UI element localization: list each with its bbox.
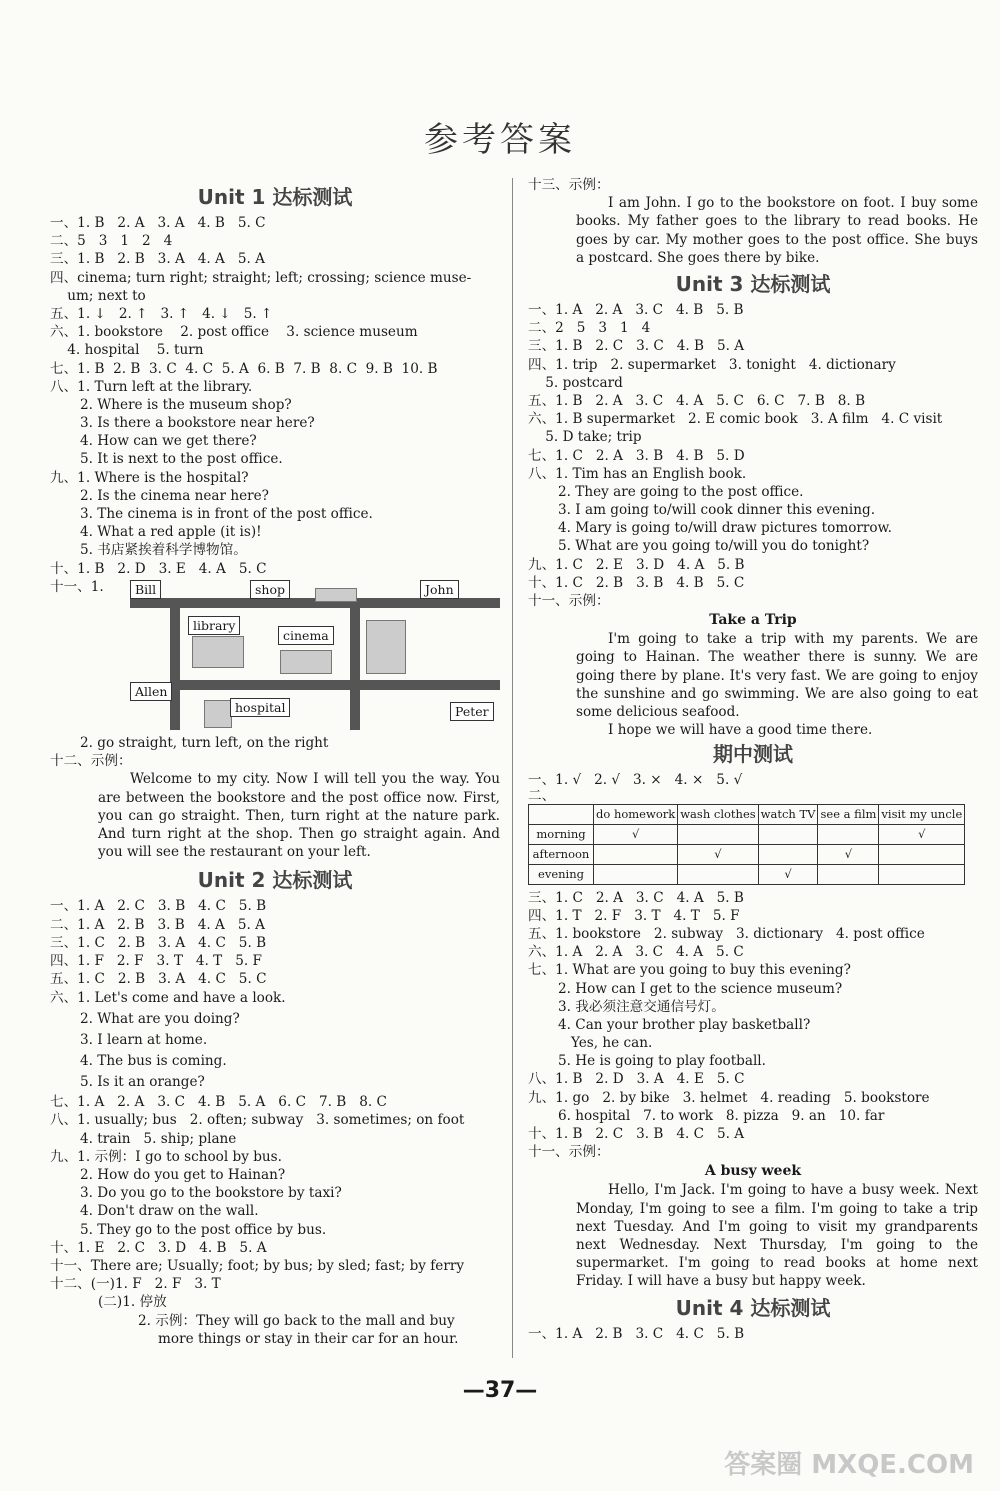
essay-paragraph [528, 1181, 978, 1290]
answer-line: 三、1. B 2. C 3. C 4. B 5. A [528, 338, 745, 355]
map-label-cinema: cinema [278, 626, 334, 645]
answer-line: 八、1. Tim has an English book. [528, 465, 747, 482]
answer-line: 九、1. go 2. by bike 3. helmet 4. reading 5. bookstore [528, 1089, 930, 1106]
answer-line: 一、1. B 2. A 3. A 4. B 5. C [50, 215, 266, 231]
map-building [366, 620, 406, 674]
unit1-title: Unit 1 达标测试 [197, 185, 353, 209]
table-header: see a film [818, 804, 879, 824]
answer-line: 二、2 5 3 1 4 [528, 320, 651, 337]
answer-line: 3. I am going to/will cook dinner this evening. [558, 502, 876, 519]
row-label: evening [529, 864, 594, 884]
answer-line: 3. 我必须注意交通信号灯。 [558, 998, 725, 1015]
essay-text: I am John. I go to the bookstore on foot. I buy some books. My father goes to the library to read books. He goes by car. My mother goes to the post office. She buys a postcard. She goes there by bike. [576, 195, 978, 266]
table-cell: √ [758, 864, 818, 884]
table-cell: √ [879, 824, 965, 844]
essay-paragraph [528, 721, 978, 739]
answer-line: 二、5 3 1 2 4 [50, 233, 173, 250]
table-cell: √ [818, 844, 879, 864]
answer-line: 三、1. B 2. B 3. A 4. A 5. A [50, 251, 265, 268]
map-label-shop: shop [250, 580, 290, 599]
answer-line: 2. How can I get to the science museum? [558, 980, 843, 997]
map-road [350, 598, 360, 730]
answer-line: 七、1. B 2. B 3. C 4. C 5. A 6. B 7. B 8. C 9. B 10. B [50, 360, 438, 377]
answer-line: 十、1. B 2. D 3. E 4. A 5. C [50, 560, 267, 577]
table-cell [678, 864, 758, 884]
answer-line: 3. Do you go to the bookstore by taxi? [80, 1185, 342, 1202]
answer-line: 四、1. F 2. F 3. T 4. T 5. F [50, 952, 262, 969]
table-cell [594, 864, 678, 884]
map-label-hospital: hospital [230, 698, 290, 717]
answer-line: 七、1. C 2. A 3. B 4. B 5. D [528, 447, 745, 464]
map-label-peter: Peter [450, 702, 494, 721]
answer-line: 2. Where is the museum shop? [80, 396, 292, 413]
map-label-library: library [188, 616, 240, 635]
watermark: 答案圈 MXQE.COM [724, 1450, 974, 1480]
unit1-answers [50, 214, 500, 596]
answer-line: 4. train 5. ship; plane [80, 1130, 237, 1147]
answer-line: (二)1. 停放 [98, 1294, 167, 1311]
answer-line: 八、1. usually; bus 2. often; subway 3. sometimes; on foot [50, 1112, 465, 1129]
essay-paragraph [50, 770, 500, 861]
answer-line: 十一、There are; Usually; foot; by bus; by sled; fast; by ferry [50, 1257, 465, 1274]
answer-line: 三、1. C 2. A 3. C 4. A 5. B [528, 889, 744, 906]
answer-line: 5. It is next to the post office. [80, 451, 283, 468]
answer-line: 5. They go to the post office by bus. [80, 1221, 327, 1238]
answer-line: 四、1. trip 2. supermarket 3. tonight 4. dictionary [528, 356, 896, 373]
answer-line: 十、1. B 2. C 3. B 4. C 5. A [528, 1126, 745, 1143]
table-header: do homework [594, 804, 678, 824]
answer-line: 十一、1. [50, 578, 104, 595]
answer-line: 十、1. C 2. B 3. B 4. B 5. C [528, 574, 745, 591]
schedule-table [528, 804, 965, 885]
answer-line: 4. The bus is coming. [80, 1053, 227, 1070]
answer-line: 2. What are you doing? [80, 1011, 240, 1028]
map-label-john: John [420, 580, 459, 599]
answer-line: 4. hospital 5. turn [50, 342, 204, 359]
answer-line: 6. hospital 7. to work 8. pizza 9. an 10. far [558, 1107, 885, 1124]
answer-line: 5. He is going to play football. [558, 1053, 766, 1070]
table-cell [879, 844, 965, 864]
map-road [170, 598, 180, 730]
row-label: afternoon [529, 844, 594, 864]
answer-line: 5. D take; trip [528, 429, 642, 446]
table-corner-cell [529, 804, 594, 824]
answer-line: 5. 书店紧挨着科学博物馆。 [80, 542, 247, 559]
map-building [280, 650, 332, 674]
table-cell: √ [594, 824, 678, 844]
table-cell [818, 824, 879, 844]
essay-title: A busy week [704, 1163, 802, 1180]
table-cell: √ [678, 844, 758, 864]
answer-line: 一、1. A 2. C 3. B 4. C 5. B [50, 898, 267, 915]
midterm-answers [528, 771, 978, 1290]
answer-line: 4. What a red apple (it is)! [80, 524, 262, 541]
route-map [130, 580, 510, 730]
column-divider [512, 178, 513, 1358]
table-cell [758, 844, 818, 864]
map-label-bill: Bill [130, 580, 161, 599]
answer-line: um; next to [50, 287, 146, 304]
answer-line: 六、1. Let's come and have a look. [50, 990, 286, 1007]
answer-line: 一、1. A 2. B 3. C 4. C 5. B [528, 1325, 745, 1342]
unit3-title: Unit 3 达标测试 [675, 272, 831, 296]
map-building [204, 700, 232, 728]
answer-line: 二、1. A 2. B 3. B 4. A 5. A [50, 916, 265, 933]
answer-line: Yes, he can. [558, 1035, 653, 1052]
map-building [192, 636, 244, 668]
answer-line: 2. 示例：They will go back to the mall and buy [138, 1312, 455, 1329]
essay-text: Welcome to my city. Now I will tell you the way. You are between the bookstore and the post office now. First, you can go straight. Then, turn right at the nature park. And turn right at the shop. Then go straight again. And you will see the restaurant on your left. [98, 771, 500, 861]
essay-title: Take a Trip [709, 612, 797, 629]
table-row [529, 864, 965, 884]
answer-line: 七、1. A 2. A 3. C 4. B 5. A 6. C 7. B 8. C [50, 1094, 387, 1111]
answer-line: 2. go straight, turn left, on the right [80, 734, 329, 751]
table-cell [758, 824, 818, 844]
answer-line: 五、1. C 2. B 3. A 4. C 5. C [50, 971, 267, 988]
row-label: morning [529, 824, 594, 844]
page-title: 参考答案 [424, 120, 576, 160]
unit2-title: Unit 2 达标测试 [197, 868, 353, 893]
answer-line: 3. The cinema is in front of the post office. [80, 506, 373, 522]
answer-line: 二、 [528, 787, 556, 804]
table-cell [879, 864, 965, 884]
answer-line: 十三、示例： [528, 177, 610, 193]
answer-line: 五、1. ↓ 2. ↑ 3. ↑ 4. ↓ 5. ↑ [50, 305, 273, 322]
answer-line: 5. Is it an orange? [80, 1074, 205, 1091]
essay-paragraph [528, 194, 978, 267]
answer-line: 七、1. What are you going to buy this evening? [528, 962, 851, 979]
essay-text: I'm going to take a trip with my parents. We are going to Hainan. The weather there is sunny. We are going there by plane. It's very fast. We are going to enjoy the sunshine and go swimming. We are also going to eat some delicious seafood. [576, 631, 978, 720]
answer-line: 一、1. √ 2. √ 3. × 4. × 5. √ [528, 772, 743, 789]
table-row [529, 844, 965, 864]
answer-line: 4. Can your brother play basketball? [558, 1016, 811, 1033]
answer-line: 十、1. E 2. C 3. D 4. B 5. A [50, 1239, 267, 1256]
unit3-answers [528, 301, 978, 739]
answer-line: 2. Is the cinema near here? [80, 487, 269, 504]
right-column [528, 176, 978, 1343]
essay-text: Hello, I'm Jack. I'm going to have a busy week. Next Monday, I'm going to see a film. I'm going to take a trip next Tuesday. And I'm going to visit my grandparents next Wednesday. Next Thursday, I'm going to the supermarket. I'm going to read books at home next Friday. I will have a busy but happy week. [576, 1182, 978, 1290]
left-column [50, 182, 500, 1348]
answer-line: 2. How do you get to Hainan? [80, 1167, 286, 1184]
unit4-title: Unit 4 达标测试 [675, 1295, 831, 1320]
answer-line: 4. Mary is going to/will draw pictures tomorrow. [558, 520, 892, 537]
answer-line: 十一、示例： [528, 1144, 610, 1161]
table-header: watch TV [758, 804, 818, 824]
answer-line: 5. What are you going to/will you do tonight? [558, 538, 870, 555]
table-cell [818, 864, 879, 884]
answer-line: 五、1. bookstore 2. subway 3. dictionary 4. post office [528, 925, 925, 942]
answer-line: 十二、示例： [50, 753, 132, 770]
answer-line: 十一、示例： [528, 593, 610, 609]
answer-line: 4. Don't draw on the wall. [80, 1203, 259, 1220]
answer-line: 九、1. C 2. E 3. D 4. A 5. B [528, 556, 745, 573]
essay-paragraph [528, 630, 978, 721]
map-label-allen: Allen [130, 682, 172, 701]
table-cell [678, 824, 758, 844]
map-road [170, 680, 500, 690]
midterm-title: 期中测试 [713, 742, 793, 767]
answer-line: 一、1. A 2. A 3. C 4. B 5. B [528, 302, 744, 318]
answer-line: 3. Is there a bookstore near here? [80, 415, 315, 432]
answer-line: more things or stay in their car for an hour. [158, 1330, 459, 1347]
answer-line: 九、1. 示例：I go to school by bus. [50, 1148, 282, 1165]
table-row [529, 824, 965, 844]
answer-line: 五、1. B 2. A 3. C 4. A 5. C 6. C 7. B 8. B [528, 392, 866, 409]
answer-line: 四、1. T 2. F 3. T 4. T 5. F [528, 907, 740, 924]
answer-line: 八、1. Turn left at the library. [50, 378, 253, 395]
answer-line: 4. How can we get there? [80, 433, 257, 450]
answer-line: 十二、(一)1. F 2. F 3. T [50, 1276, 221, 1293]
table-cell [594, 844, 678, 864]
answer-line: 三、1. C 2. B 3. A 4. C 5. B [50, 934, 267, 951]
essay-text: I hope we will have a good time there. [608, 722, 873, 739]
map-building [315, 588, 357, 602]
answer-line: 5. postcard [528, 374, 623, 391]
answer-line: 四、cinema; turn right; straight; left; crossing; science muse- [50, 269, 472, 286]
answer-line: 六、1. A 2. A 3. C 4. A 5. C [528, 944, 744, 961]
answer-line: 六、1. B supermarket 2. E comic book 3. A film 4. C visit [528, 411, 943, 428]
unit2-answers [50, 897, 500, 1348]
page-number: —37— [462, 1378, 538, 1403]
table-header: wash clothes [678, 804, 758, 824]
answer-line: 八、1. B 2. D 3. A 4. E 5. C [528, 1071, 745, 1088]
answer-line: 2. They are going to the post office. [558, 483, 804, 500]
answer-line: 六、1. bookstore 2. post office 3. science museum [50, 324, 418, 341]
answer-line: 3. I learn at home. [80, 1032, 208, 1049]
answer-line: 九、1. Where is the hospital? [50, 469, 249, 486]
table-header: visit my uncle [879, 804, 965, 824]
